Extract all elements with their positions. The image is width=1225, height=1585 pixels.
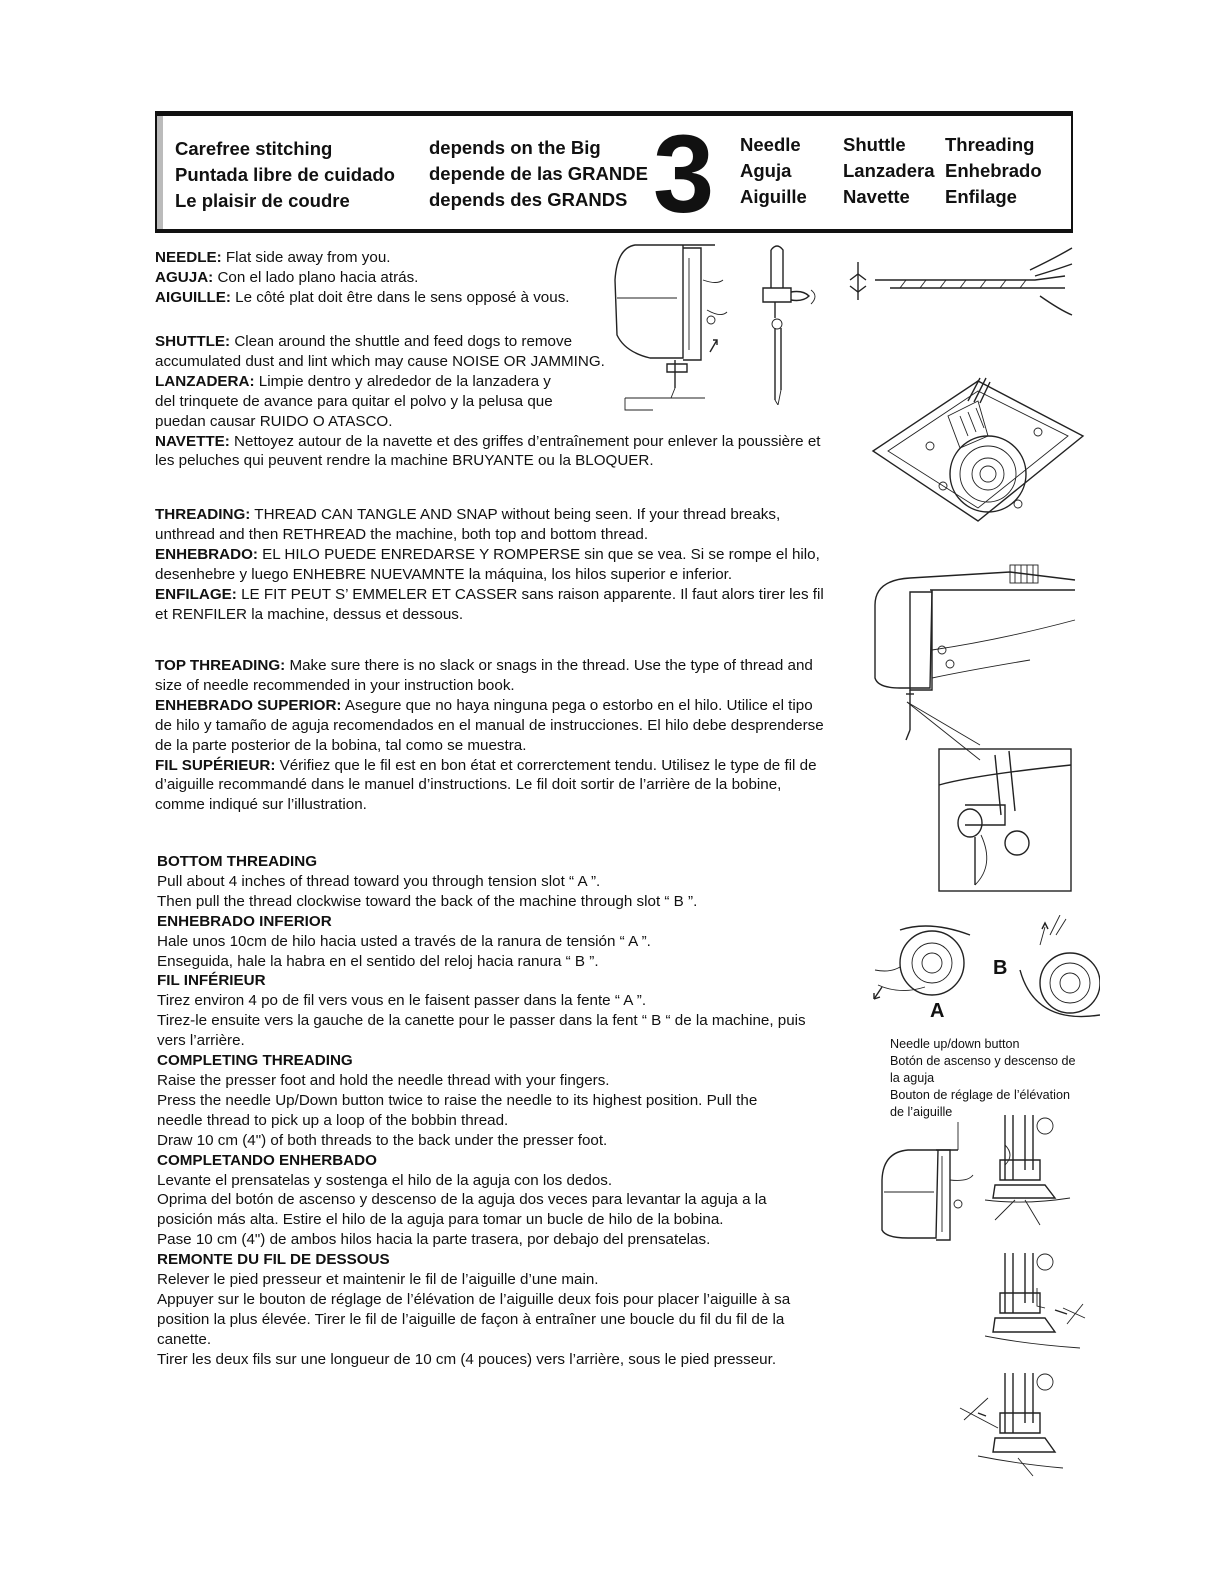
bottom-threading-line: vers l’arrière. [157, 1032, 245, 1050]
bottom-threading-line: Tirez environ 4 po de fil vers vous en le faisent passer dans la fente “ A ”. [157, 992, 647, 1010]
caption-line: Botón de ascenso y descenso de [890, 1054, 1076, 1068]
presser-foot-step-1-illustration [985, 1110, 1075, 1230]
shuttle-fr-line: Nettoyez autour de la navette et des griffes d’entraînement pour enlever la poussière et [229, 432, 821, 450]
bottom-threading-line: Then pull the thread clockwise toward the back of the machine through slot “ B ”. [157, 892, 698, 910]
threading-en-label: THREADING: [155, 506, 251, 523]
header-line: depende de las GRANDE [429, 163, 648, 184]
needle-flat-side-illustration [840, 240, 1075, 320]
header-line: Lanzadera [843, 160, 935, 181]
detail-pointer-lines [905, 700, 985, 780]
needle-button-machine-illustration [878, 1120, 978, 1245]
bottom-threading-en-heading: BOTTOM THREADING [157, 853, 318, 870]
threading-es-label: ENHEBRADO: [155, 545, 258, 563]
bobbin-slots-illustration [870, 915, 1100, 1030]
top-threading-es-line: Asegure que no haya ninguna pega o estorbo en el hilo. Utilice el tipo [341, 696, 813, 714]
bottom-threading-fr-heading: FIL INFÉRIEUR [157, 972, 266, 990]
top-threading-fr-line: comme indiqué sur l’illustration. [155, 796, 367, 814]
caption-line: la aguja [890, 1071, 935, 1085]
caption-line: Needle up/down button [890, 1037, 1020, 1051]
completing-line: Tirer les deux fils sur une longueur de 10 cm (4 pouces) vers l’arrière, sous le pied presseur. [157, 1350, 777, 1368]
shuttle-en-label: SHUTTLE: [155, 333, 231, 350]
header-line: Needle [740, 134, 801, 155]
completing-line: needle thread to pick up a loop of the bobbin thread. [157, 1111, 509, 1129]
needle-clamp-illustration [755, 240, 835, 405]
top-threading-es-line: de hilo y tamaño de aguja recomendados en el manual de instrucciones. El hilo debe desprenderse [155, 716, 824, 734]
header-col-carefree [175, 136, 395, 214]
caption-line: Bouton de réglage de l’élévation [890, 1088, 1070, 1102]
completing-line: Relever le pied presseur et maintenir le fil de l’aiguille d’une main. [157, 1271, 599, 1289]
needle-fr-text: Le côté plat doit être dans le sens opposé à vous. [230, 288, 570, 306]
needle-fr-label: AIGUILLE: [155, 288, 231, 306]
shuttle-es-line: Limpie dentro y alrededor de la lanzadera y [254, 372, 551, 390]
completing-line: Press the needle Up/Down button twice to raise the needle to its highest position. Pull the [157, 1091, 758, 1109]
completing-line: Raise the presser foot and hold the needle thread with your fingers. [157, 1071, 610, 1089]
top-threading-en-label: TOP THREADING: [155, 657, 286, 674]
header-shade-bar [157, 116, 163, 229]
completing-line: Oprima del botón de ascenso y descenso de la aguja dos veces para levantar la aguja a la [157, 1191, 767, 1209]
slot-label-b: B [993, 957, 1008, 979]
needle-en-text: Flat side away from you. [221, 249, 391, 266]
shuttle-en-line: accumulated dust and lint which may cause NOISE OR JAMMING. [155, 352, 605, 370]
caption-line: de l’aiguille [890, 1105, 953, 1119]
shuttle-fr-label: NAVETTE: [155, 432, 230, 450]
completing-line: Levante el prensatelas y sostenga el hilo de la aguja con los dedos. [157, 1171, 613, 1189]
bottom-threading-es-heading: ENHEBRADO INFERIOR [157, 912, 332, 930]
needle-es-text: Con el lado plano hacia atrás. [213, 268, 419, 286]
header-col-threading [945, 132, 1042, 210]
header-col-shuttle [843, 132, 935, 210]
completing-line: posición más alta. Estire el hilo de la aguja para tomar un bucle de hilo de la bobina. [157, 1211, 724, 1229]
header-line: depends des GRANDS [429, 189, 628, 210]
header-line: Threading [945, 134, 1035, 155]
header-col-needle [740, 132, 807, 210]
shuttle-fr-line: les peluches qui peuvent rendre la machine BRUYANTE ou la BLOQUER. [155, 452, 654, 470]
threading-fr-line: et RENFILER la machine, dessus et dessous. [155, 605, 464, 623]
bottom-threading-line: Hale unos 10cm de hilo hacia usted a través de la ranura de tensión “ A ”. [157, 932, 651, 950]
header-line: Puntada libre de cuidado [175, 164, 395, 185]
threading-en-line: THREAD CAN TANGLE AND SNAP without being seen. If your thread breaks, [250, 506, 781, 523]
header-line: Shuttle [843, 134, 906, 155]
completing-line: Draw 10 cm (4") of both threads to the back under the presser foot. [157, 1131, 608, 1149]
top-threading-fr-label: FIL SUPÉRIEUR: [155, 756, 276, 774]
bottom-threading-line: Enseguida, hale la habra en el sentido del reloj hacia ranura “ B ”. [157, 952, 599, 970]
completing-line: Appuyer sur le bouton de réglage de l’élévation de l’aiguille deux fois pour placer l’aiguille à sa [157, 1290, 791, 1308]
completing-es-heading: COMPLETANDO ENHERBADO [157, 1151, 377, 1169]
completing-en-heading: COMPLETING THREADING [157, 1052, 353, 1070]
header-line: Aguja [740, 160, 792, 181]
threading-section [155, 505, 824, 624]
shuttle-es-label: LANZADERA: [155, 372, 255, 390]
shuttle-es-line: puedan causar RUIDO O ATASCO. [155, 412, 393, 430]
presser-foot-step-2-illustration [985, 1248, 1090, 1358]
top-threading-en-line: size of needle recommended in your instruction book. [155, 676, 515, 694]
shuttle-area-illustration [868, 376, 1093, 526]
threading-es-line: desenhebre y luego ENHEBRE NUEVAMNTE la máquina, los hilos superior e inferior. [155, 565, 733, 583]
top-threading-fr-line: d’aiguille recommandé dans le manuel d’instructions. Le fil doit sortir de l’arrière de la bobine, [155, 776, 782, 794]
bottom-threading-line: Tirez-le ensuite vers la gauche de la canette pour le passer dans la fent “ B “ de la machine, puis [157, 1012, 806, 1030]
threading-es-line: EL HILO PUEDE ENREDARSE Y ROMPERSE sin que se vea. Si se rompe el hilo, [257, 545, 820, 563]
bottom-threading-line: Pull about 4 inches of thread toward you through tension slot “ A ”. [157, 872, 601, 890]
threading-fr-line: LE FIT PEUT S’ EMMELER ET CASSER sans raison apparente. Il faut alors tirer les fil [236, 585, 824, 603]
header-line: Carefree stitching [175, 138, 333, 159]
shuttle-es-line: del trinquete de avance para quitar el polvo y la pelusa que [155, 392, 553, 410]
header-line: Aiguille [740, 186, 807, 207]
needle-en-label: NEEDLE: [155, 249, 222, 266]
header-line: Le plaisir de coudre [175, 190, 350, 211]
needle-section [155, 248, 570, 308]
threading-fr-label: ENFILAGE: [155, 585, 237, 603]
top-threading-es-line: de la parte posterior de la bobina, tal como se muestra. [155, 736, 527, 754]
top-threading-en-line: Make sure there is no slack or snags in the thread. Use the type of thread and [285, 657, 813, 674]
header-col-depends [429, 135, 648, 213]
header-line: Enhebrado [945, 160, 1042, 181]
header-line: Enfilage [945, 186, 1017, 207]
header-box [155, 111, 1073, 236]
top-threading-section [155, 656, 824, 815]
completing-line: Pase 10 cm (4") de ambos hilos hacia la parte trasera, por debajo del prensatelas. [157, 1231, 711, 1249]
completing-line: position la plus élevée. Tirer le fil de l’aiguille de façon à entraîner une boucle du fil du fil de la [157, 1310, 785, 1328]
header-line: Navette [843, 186, 910, 207]
completing-fr-heading: REMONTE DU FIL DE DESSOUS [157, 1251, 390, 1269]
big-number-3: 3 [653, 113, 715, 236]
slot-label-a: A [930, 1000, 945, 1022]
top-threading-fr-line: Vérifiez que le fil est en bon état et correrctement tendu. Utilisez le type de fil de [275, 756, 817, 774]
threading-en-line: unthread and then RETHREAD the machine, both top and bottom thread. [155, 525, 649, 543]
machine-head-illustration [605, 240, 735, 415]
shuttle-en-line: Clean around the shuttle and feed dogs to remove [230, 333, 573, 350]
presser-foot-step-3-illustration [958, 1368, 1068, 1478]
header-line: depends on the Big [429, 137, 601, 158]
top-threading-es-label: ENHEBRADO SUPERIOR: [155, 696, 342, 714]
needle-button-caption [890, 1036, 1076, 1121]
bottom-threading-section [157, 852, 806, 1370]
needle-es-label: AGUJA: [155, 268, 214, 286]
completing-line: canette. [157, 1330, 212, 1348]
